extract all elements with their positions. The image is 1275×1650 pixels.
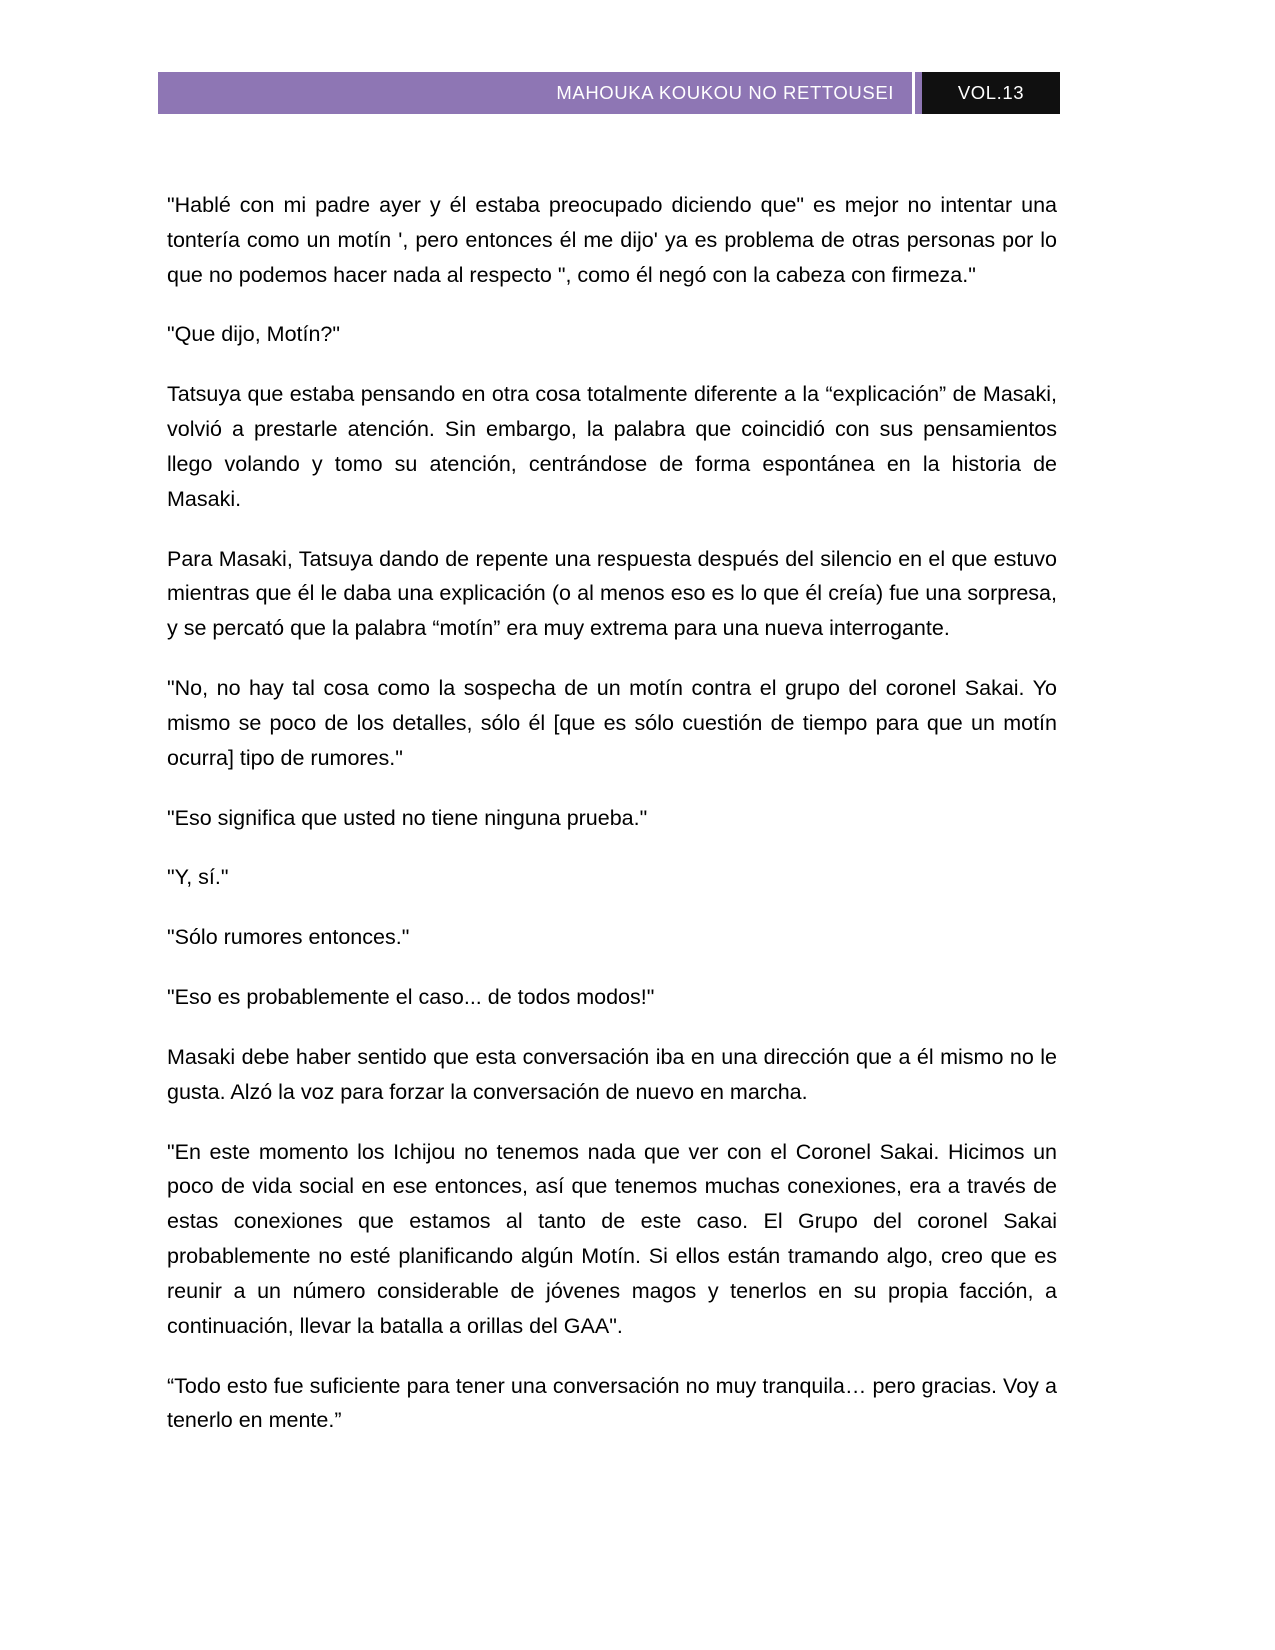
paragraph: "Eso es probablemente el caso... de todos modos!" <box>167 985 655 1010</box>
header-volume-band <box>922 72 1060 114</box>
header-divider <box>912 72 922 114</box>
paragraph: "Que dijo, Motín?" <box>167 322 341 347</box>
header-volume-label: VOL.13 <box>957 82 1025 103</box>
paragraph: "Eso significa que usted no tiene ninguna prueba." <box>167 805 648 830</box>
document-body <box>167 188 1057 1438</box>
paragraph: Masaki debe haber sentido que esta conversación iba en una dirección que a él mismo no le gusta. Alzó la voz para forzar la conversación de nuevo en marcha. <box>167 1044 1057 1104</box>
page-header <box>158 72 1060 114</box>
paragraph: "Hablé con mi padre ayer y él estaba preocupado diciendo que" es mejor no intentar una tontería como un motín ', pero entonces él me dijo' ya es problema de otras personas por lo que no podemos hacer nada al respecto ", como él negó con la cabeza con firmeza." <box>167 193 1057 287</box>
header-title-band <box>158 72 912 114</box>
paragraph: "Sólo rumores entonces." <box>167 925 410 950</box>
paragraph: "En este momento los Ichijou no tenemos nada que ver con el Coronel Sakai. Hicimos un poco de vida social en ese entonces, así que tenemos muchas conexiones, era a través de estas conexiones que estamos al tanto de este caso. El Grupo del coronel Sakai probablemente no esté planificando algún Motín. Si ellos están tramando algo, creo que es reunir a un número considerable de jóvenes magos y tenerlos en su propia facción, a continuación, llevar la batalla a orillas del GAA". <box>167 1139 1057 1338</box>
paragraph: "No, no hay tal cosa como la sospecha de un motín contra el grupo del coronel Sakai. Yo mismo se poco de los detalles, sólo él [que es sólo cuestión de tiempo para que un motín ocurra] tipo de rumores." <box>167 676 1057 770</box>
paragraph: “Todo esto fue suficiente para tener una conversación no muy tranquila… pero gracias. Voy a tenerlo en mente.” <box>167 1373 1057 1433</box>
paragraph: Tatsuya que estaba pensando en otra cosa totalmente diferente a la “explicación” de Masaki, volvió a prestarle atención. Sin embargo, la palabra que coincidió con sus pensamientos llego volando y tomo su atención, centrándose de forma espontánea en la historia de Masaki. <box>167 382 1057 511</box>
header-series-title: MAHOUKA KOUKOU NO RETTOUSEI <box>556 82 894 103</box>
paragraph: "Y, sí." <box>167 865 229 890</box>
paragraph: Para Masaki, Tatsuya dando de repente una respuesta después del silencio en el que estuvo mientras que él le daba una explicación (o al menos eso es lo que él creía) fue una sorpresa, y se percató que la palabra “motín” era muy extrema para una nueva interrogante. <box>167 546 1057 641</box>
